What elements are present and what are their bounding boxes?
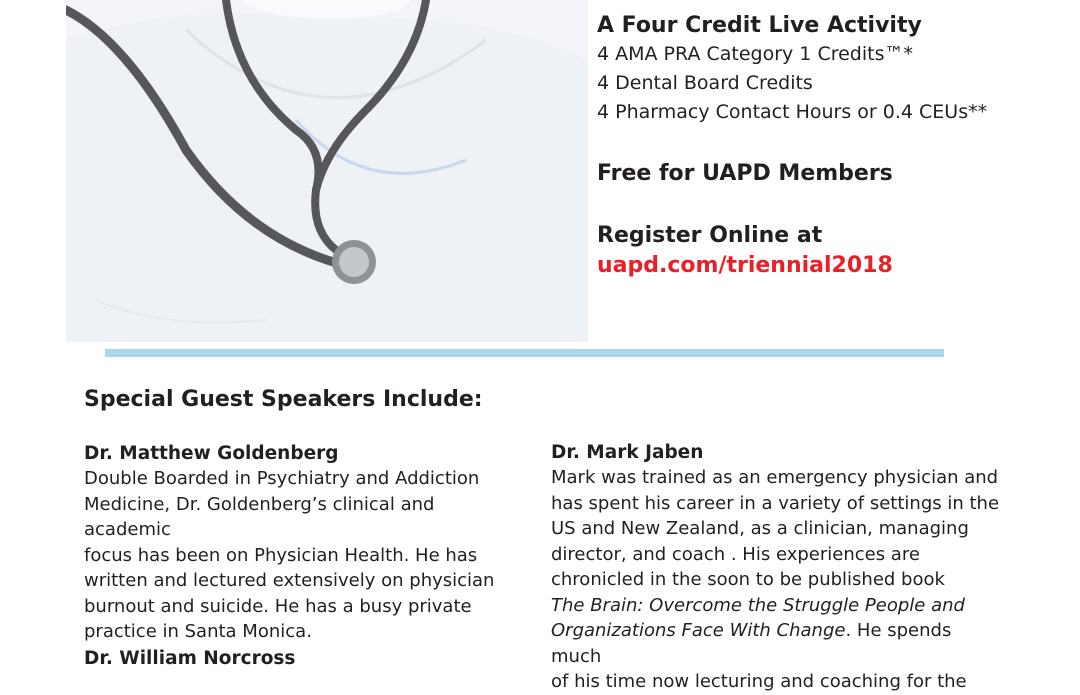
speaker-name: Dr. Matthew Goldenberg bbox=[84, 443, 339, 464]
bio-line: burnout and suicide. He has a busy private bbox=[84, 595, 472, 617]
bio-line: has spent his career in a variety of settings in the bbox=[551, 492, 1000, 514]
speaker-bio bbox=[551, 465, 1001, 695]
stethoscope-illustration bbox=[66, 0, 588, 342]
credits-section bbox=[597, 12, 1067, 278]
speaker-name: Dr. William Norcross bbox=[84, 648, 296, 669]
doctor-photo bbox=[66, 0, 588, 342]
book-title: The Brain: Overcome the Struggle People and bbox=[551, 594, 965, 616]
credit-line-ama: 4 AMA PRA Category 1 Credits™* bbox=[597, 43, 913, 65]
bio-line bbox=[551, 618, 1001, 669]
credit-line-dental: 4 Dental Board Credits bbox=[597, 72, 813, 94]
bio-line: of his time now lecturing and coaching for the bbox=[551, 671, 967, 692]
bio-text: . He spends much bbox=[551, 620, 952, 667]
bio-line: focus has been on Physician Health. He has bbox=[84, 544, 478, 566]
bio-line: director, and coach . His experiences are bbox=[551, 543, 920, 565]
bio-line: Double Boarded in Psychiatry and Addiction bbox=[84, 468, 480, 489]
bio-line: US and New Zealand, as a clinician, managing bbox=[551, 518, 969, 539]
member-note: Free for UAPD Members bbox=[597, 161, 893, 186]
register-link[interactable]: uapd.com/triennial2018 bbox=[597, 253, 893, 278]
speaker-name: Dr. Mark Jaben bbox=[551, 442, 704, 463]
credit-line-pharmacy: 4 Pharmacy Contact Hours or 0.4 CEUs** bbox=[597, 101, 988, 123]
bio-line: chronicled in the soon to be published book bbox=[551, 569, 945, 590]
speaker-norcross bbox=[84, 646, 524, 671]
speakers-title: Special Guest Speakers Include: bbox=[84, 387, 483, 412]
speaker-goldenberg bbox=[84, 441, 524, 645]
bio-line bbox=[551, 593, 1001, 619]
bio-line: Mark was trained as an emergency physician and bbox=[551, 467, 999, 488]
bio-line: written and lectured extensively on physician bbox=[84, 570, 495, 591]
credits-heading: A Four Credit Live Activity bbox=[597, 13, 922, 38]
speaker-jaben bbox=[551, 440, 1001, 695]
book-title: Organizations Face With Change bbox=[551, 620, 846, 641]
section-divider bbox=[105, 349, 944, 357]
bio-line: Medicine, Dr. Goldenberg’s clinical and academic bbox=[84, 493, 435, 540]
bio-line: practice in Santa Monica. bbox=[84, 621, 312, 642]
register-label: Register Online at bbox=[597, 223, 823, 248]
speaker-bio bbox=[84, 466, 524, 645]
